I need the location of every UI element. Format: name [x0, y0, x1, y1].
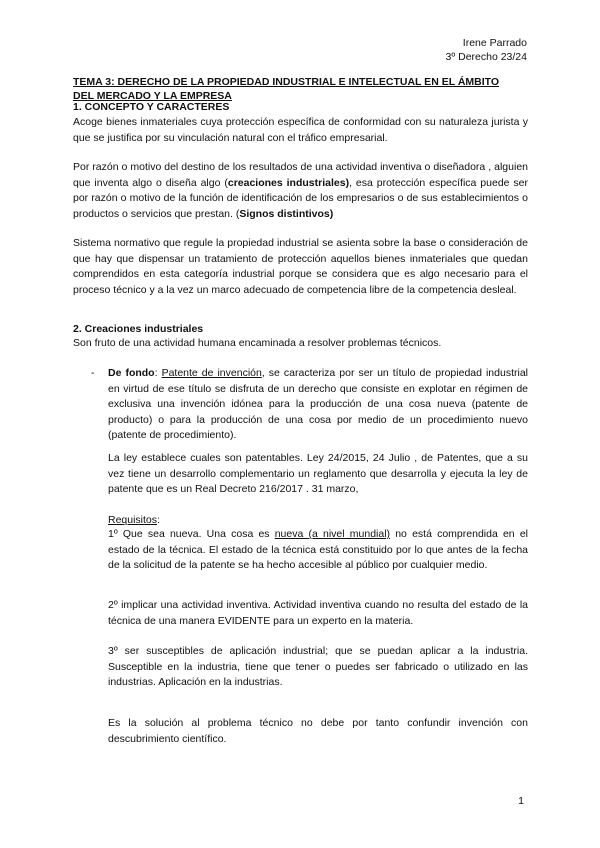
bullet-patente-term: Patente de invención [161, 367, 262, 379]
req1-text-b: no está comprendida en el estado de la técnica. El estado de la técnica está constituido por lo que antes de la fecha de la solicitud de la patente se ha hecho accesible al público por cualquier medio. [108, 528, 528, 571]
p2-term-creaciones: creaciones industriales) [227, 176, 350, 189]
section-1-paragraph-1: Acoge bienes inmateriales cuya protección específica de conformidad con su naturaleza jurista y que se justifica por su vinculación natural con el tráfico empresarial. [73, 116, 528, 144]
title-line-2: DEL MERCADO Y LA EMPRESA [73, 90, 232, 102]
bullet-dash: - [91, 367, 95, 379]
requisitos-label: Requisitos [108, 514, 158, 526]
req1-underlined: nueva (a nivel mundial) [274, 528, 391, 540]
section-1-paragraph-3: Sistema normativo que regule la propiedad industrial se asienta sobre la base o consideración de que hay que dispensar un tratamiento de protección aquellos bienes inmateriales que quedan comprendidos en esta categoría industrial porque se considera que es algo necesario para el proceso técnico y a la vez un marco adecuado de competencia libre de la competencia desleal. [73, 237, 528, 296]
header-author: Irene Parrado [462, 37, 527, 49]
header-course: 3º Derecho 23/24 [445, 51, 527, 63]
requisito-1 [108, 527, 528, 574]
title-line-1: TEMA 3: DERECHO DE LA PROPIEDAD INDUSTRIAL E INTELECTUAL EN EL ÁMBITO [73, 76, 500, 88]
bullet-patente [108, 366, 528, 444]
section-2-intro: Son fruto de una actividad humana encaminada a resolver problemas técnicos. [73, 337, 442, 349]
bullet-label: De fondo [108, 367, 155, 379]
requisito-2: 2º implicar una actividad inventiva. Actividad inventiva cuando no resulta del estado de la técnica de una manera EVIDENTE para un experto en la materia. [108, 599, 528, 627]
closing-paragraph: Es la solución al problema técnico no debe por tanto confundir invención con descubrimiento científico. [108, 717, 528, 745]
requisito-3: 3º ser susceptibles de aplicación industrial; que se puedan aplicar a la industria. Susceptible en la industria, tiene que tener o puedes ser fabricado o utilizado en las industrias. Aplicación en la industrias. [108, 645, 528, 688]
bullet-text: , se caracteriza por ser un título de propiedad industrial en virtud de ese título se disfruta de un derecho que consiste en explotar en régimen de exclusiva una invención idónea para la producción de una cosa nueva (patente de producto) o para la producción de una cosa por medio de un procedimiento nuevo (patente de procedimiento). [108, 367, 528, 441]
page-number: 1 [518, 795, 524, 807]
document-title [73, 75, 528, 103]
header-block [446, 36, 527, 64]
law-paragraph: La ley establece cuales son patentables. Ley 24/2015, 24 Julio , de Patentes, que a su vez tiene un desarrollo complementario un reglamento que desarrolla y ejecuta la ley de patente que es un Real Decreto 216/2017 . 31 marzo, [108, 452, 528, 495]
section-1-heading: 1. CONCEPTO Y CARACTERES [73, 101, 230, 113]
requisitos-colon: : [157, 514, 160, 526]
p2-text-a: Por razón o motivo del destino de los resultados de una actividad inventiva o diseñadora , alguien que inventa algo o diseña algo ( [73, 161, 528, 189]
bullet-colon: : [154, 367, 162, 379]
p2-term-signos: Signos distintivos) [239, 207, 334, 220]
p2-text-c: , esa protección específica puede ser por razón o motivo de la función de identificación de los empresarios o de sus establecimientos o productos o servicios que prestan. ( [73, 176, 529, 220]
section-1-paragraph-2 [73, 160, 528, 222]
section-2-heading: 2. Creaciones industriales [73, 323, 204, 335]
req1-text-a: 1º Que sea nueva. Una cosa es [108, 528, 275, 540]
